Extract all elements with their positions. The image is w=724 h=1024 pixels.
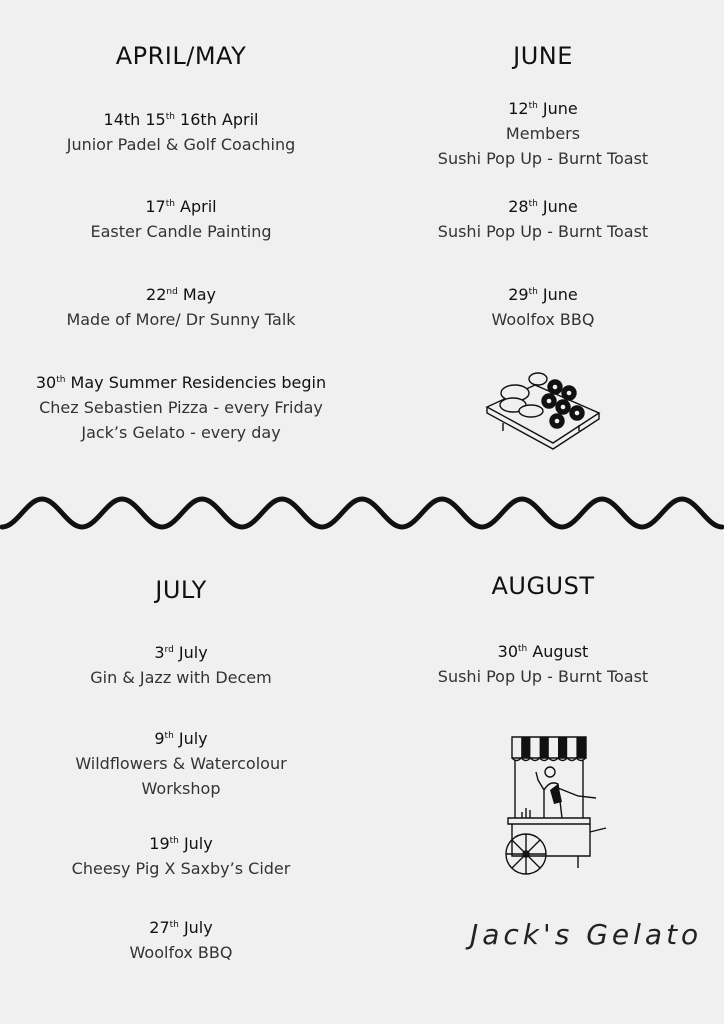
event-date: 22nd May (146, 285, 216, 304)
event-date: 17th April (145, 197, 217, 216)
july-heading: JULY (155, 576, 207, 604)
event-description: Junior Padel & Golf Coaching (66, 135, 296, 154)
event-date: 3rd July (154, 643, 208, 662)
april-may-heading: APRIL/MAY (115, 42, 247, 70)
event-item (0, 371, 362, 445)
event-description: Made of More/ Dr Sunny Talk (66, 310, 296, 329)
event-description: Members (505, 124, 581, 143)
event-description: Cheesy Pig X Saxby’s Cider (71, 859, 291, 878)
august-column (362, 540, 724, 740)
event-date: 9th July (154, 729, 208, 748)
event-description: Sushi Pop Up - Burnt Toast (437, 667, 649, 686)
event-item (0, 727, 362, 801)
event-item (0, 195, 362, 244)
event-description: Woolfox BBQ (129, 943, 233, 962)
event-item (0, 108, 362, 157)
event-item (362, 640, 724, 689)
jacks-gelato-logo: Jack's Gelato (470, 918, 703, 951)
event-item (0, 916, 362, 965)
event-item (0, 832, 362, 881)
event-date: 12th June (508, 99, 578, 118)
gelato-cart-illustration-icon (498, 732, 613, 877)
event-date: 30th August (497, 642, 589, 661)
june-heading: JUNE (513, 42, 573, 70)
event-description: Sushi Pop Up - Burnt Toast (437, 149, 649, 168)
event-description: Easter Candle Painting (90, 222, 272, 241)
wave-divider (0, 488, 724, 538)
event-description: Woolfox BBQ (491, 310, 595, 329)
event-description: Chez Sebastien Pizza - every Friday (39, 398, 323, 417)
event-description: Workshop (141, 779, 221, 798)
event-date: 29th June (508, 285, 578, 304)
event-item (362, 195, 724, 244)
event-description: Gin & Jazz with Decem (90, 668, 272, 687)
sushi-board-illustration-icon (483, 365, 603, 450)
event-item (0, 641, 362, 690)
event-date: 27th July (149, 918, 213, 937)
event-description: Jack’s Gelato - every day (81, 423, 281, 442)
event-item (362, 283, 724, 332)
event-date: 14th 15th 16th April (103, 110, 259, 129)
event-date: 28th June (508, 197, 578, 216)
event-description: Sushi Pop Up - Burnt Toast (437, 222, 649, 241)
august-heading: AUGUST (491, 572, 595, 600)
april-may-column (0, 0, 362, 470)
event-date: 19th July (149, 834, 213, 853)
event-date: 30th May Summer Residencies begin (35, 373, 327, 392)
event-description: Wildflowers & Watercolour (75, 754, 287, 773)
event-item (362, 97, 724, 171)
event-item (0, 283, 362, 332)
july-column (0, 540, 362, 980)
